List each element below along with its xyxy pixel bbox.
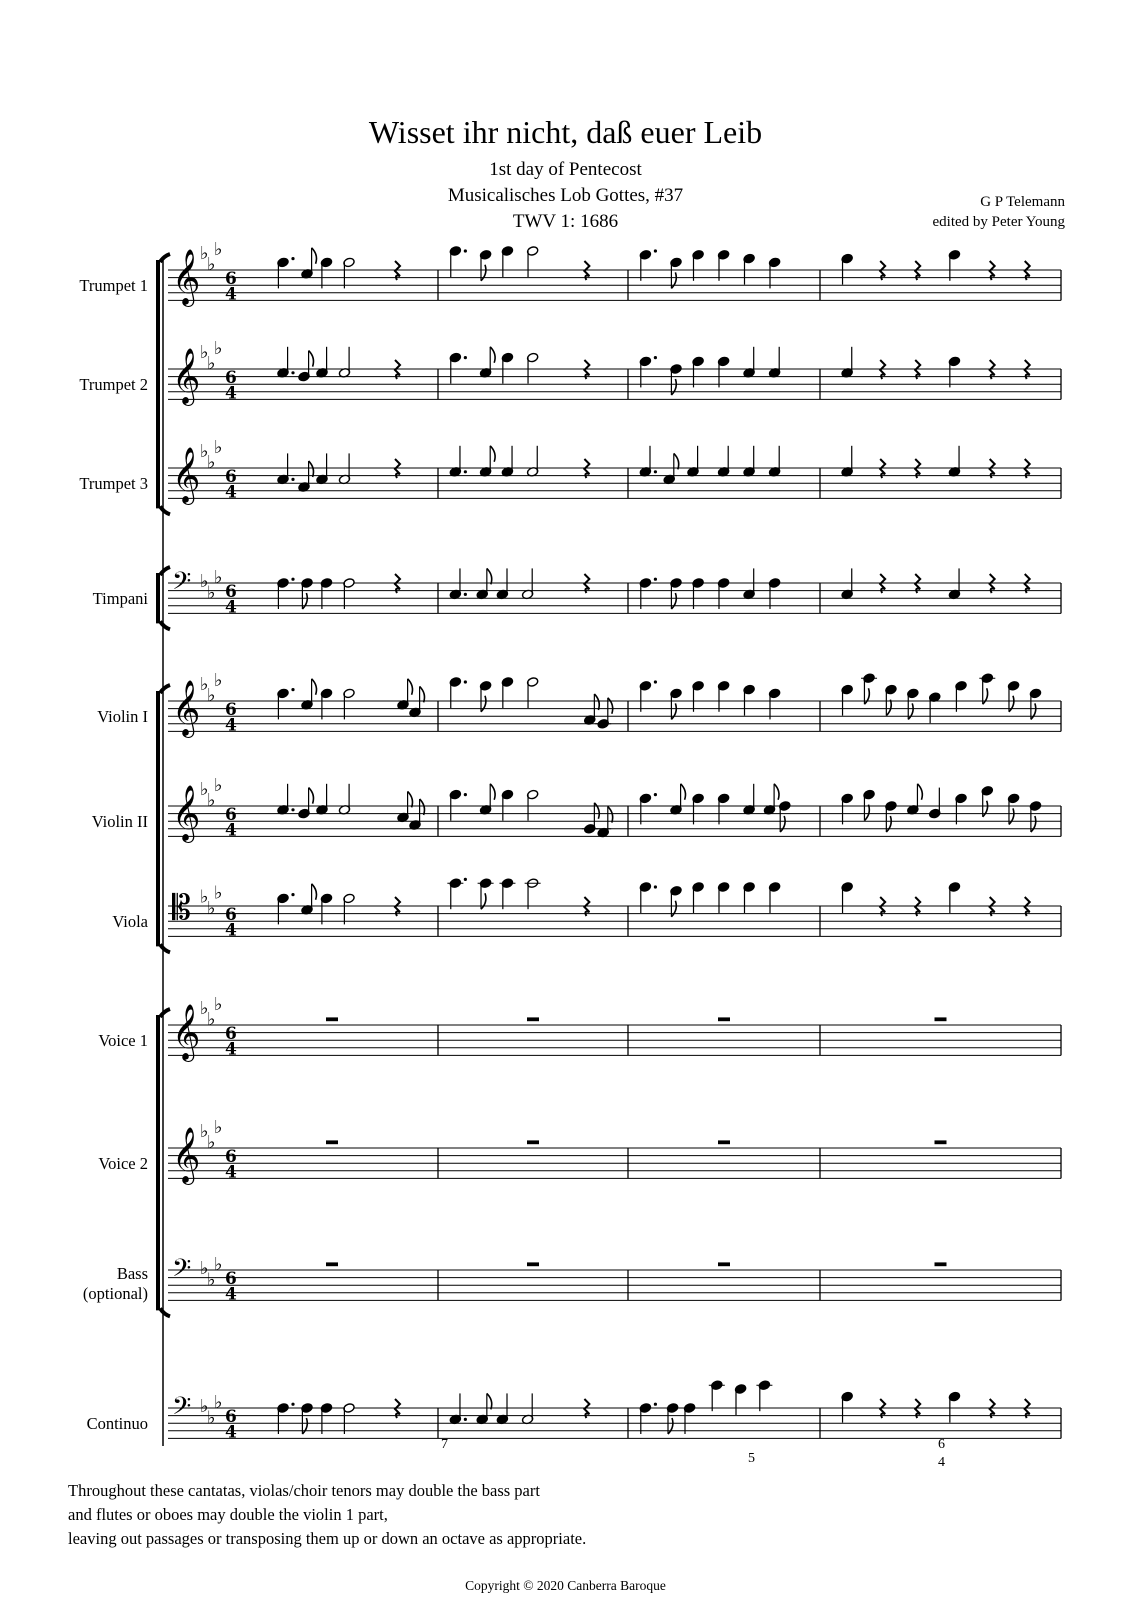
eighth-flag: [309, 351, 314, 367]
flat-sign: ♭: [214, 567, 223, 589]
eighth-flag: [917, 784, 922, 800]
eighth-flag: [487, 568, 492, 584]
eighth-flag: [594, 803, 599, 819]
figured-bass-4: 4: [938, 1455, 945, 1470]
instrument-label: Trumpet 1: [79, 276, 148, 296]
eighth-flag: [420, 799, 425, 815]
eighth-flag: [1031, 703, 1036, 719]
eighth-flag: [671, 593, 676, 609]
eighth-flag: [420, 686, 425, 702]
flat-sign: ♭: [200, 440, 209, 462]
treble-clef: 𝄞: [172, 1004, 201, 1061]
augmentation-dot: [654, 680, 657, 683]
time-signature-numerator: 6: [225, 582, 237, 603]
augmentation-dot: [464, 593, 467, 596]
flat-sign: ♭: [200, 1396, 209, 1417]
augmentation-dot: [291, 578, 294, 581]
time-signature-denominator: 4: [225, 1162, 237, 1183]
flat-sign: ♭: [214, 239, 223, 260]
whole-rest: [935, 1017, 947, 1021]
augmentation-dot: [464, 470, 467, 473]
eighth-flag: [408, 791, 413, 807]
time-signature-denominator: 4: [225, 1422, 237, 1443]
flat-sign: ♭: [214, 1254, 223, 1276]
eighth-flag: [1009, 808, 1014, 824]
augmentation-dot: [464, 793, 467, 796]
eighth-flag: [490, 347, 495, 363]
instrument-label: Bass: [116, 1264, 148, 1284]
flat-sign: ♭: [214, 1117, 223, 1138]
augmentation-dot: [291, 257, 294, 260]
bass-clef: 𝄢: [172, 1254, 192, 1289]
whole-rest: [527, 1140, 539, 1144]
time-signature-denominator: 4: [225, 284, 237, 305]
eighth-flag: [487, 1393, 492, 1409]
eighth-flag: [608, 698, 613, 714]
time-signature-numerator: 6: [225, 1407, 237, 1428]
time-signature-denominator: 4: [225, 1284, 237, 1305]
subtitle-occasion: 1st day of Pentecost: [489, 159, 642, 180]
treble-clef: 𝄞: [172, 348, 201, 405]
instrument-label-line2: (optional): [82, 1284, 148, 1304]
flat-sign: ♭: [200, 242, 209, 264]
augmentation-dot: [291, 808, 294, 811]
augmentation-dot: [464, 878, 467, 881]
flat-sign: ♭: [207, 254, 216, 276]
eighth-flag: [886, 816, 891, 832]
instrument-label: Violin II: [91, 812, 148, 832]
instrument-label: Viola: [112, 912, 148, 932]
whole-rest: [527, 1017, 539, 1021]
figured-bass-7: 7: [441, 1437, 448, 1452]
flat-sign: ♭: [214, 882, 223, 904]
eighth-flag: [983, 801, 988, 817]
eighth-flag: [302, 1418, 307, 1434]
flat-sign: ♭: [207, 1407, 216, 1429]
eighth-flag: [309, 788, 314, 804]
flat-sign: ♭: [214, 437, 223, 458]
time-signature-numerator: 6: [225, 805, 237, 826]
flat-sign: ♭: [214, 338, 223, 359]
eighth-flag: [674, 453, 679, 469]
time-signature-numerator: 6: [225, 1269, 237, 1290]
flat-sign: ♭: [200, 673, 209, 695]
alto-clef: 𝄡: [172, 888, 191, 928]
eighth-flag: [312, 248, 317, 264]
augmentation-dot: [464, 1418, 467, 1421]
eighth-flag: [886, 700, 891, 716]
eighth-flag: [671, 901, 676, 917]
eighth-flag: [681, 784, 686, 800]
augmentation-dot: [464, 249, 467, 252]
eighth-flag: [864, 688, 869, 704]
bass-clef: 𝄢: [172, 1392, 192, 1427]
augmentation-dot: [654, 356, 657, 359]
instrument-label: Trumpet 2: [79, 375, 148, 395]
eighth-flag: [302, 593, 307, 609]
instrument-label: Voice 2: [98, 1154, 148, 1174]
time-signature-denominator: 4: [225, 597, 237, 618]
title: Wisset ihr nicht, daß euer Leib: [368, 114, 763, 150]
subtitle-collection: Musicalisches Lob Gottes, #37: [447, 185, 684, 206]
augmentation-dot: [464, 356, 467, 359]
flat-sign: ♭: [207, 1009, 216, 1031]
treble-clef: 𝄞: [172, 447, 201, 504]
whole-rest: [527, 1262, 539, 1266]
augmentation-dot: [654, 470, 657, 473]
editor: edited by Peter Young: [932, 214, 1065, 230]
figured-bass-6: 6: [938, 1437, 945, 1452]
eighth-flag: [490, 784, 495, 800]
flat-sign: ♭: [200, 886, 209, 908]
augmentation-dot: [654, 1403, 657, 1406]
augmentation-dot: [464, 680, 467, 683]
eighth-flag: [983, 688, 988, 704]
augmentation-dot: [654, 793, 657, 796]
time-signature-denominator: 4: [225, 920, 237, 941]
time-signature-denominator: 4: [225, 383, 237, 404]
eighth-flag: [481, 893, 486, 909]
staff-8: [168, 1025, 1061, 1055]
treble-clef: 𝄞: [172, 680, 201, 737]
eighth-flag: [309, 461, 314, 477]
augmentation-dot: [291, 688, 294, 691]
time-signature-numerator: 6: [225, 1147, 237, 1168]
whole-rest: [718, 1017, 730, 1021]
flat-sign: ♭: [200, 1120, 209, 1142]
copyright: Copyright © 2020 Canberra Baroque: [465, 1578, 666, 1593]
eighth-flag: [671, 703, 676, 719]
treble-clef: 𝄞: [172, 249, 201, 306]
time-signature-numerator: 6: [225, 269, 237, 290]
augmentation-dot: [291, 371, 294, 374]
instrument-label: Timpani: [92, 589, 148, 609]
whole-rest: [935, 1262, 947, 1266]
augmentation-dot: [654, 578, 657, 581]
eighth-flag: [312, 884, 317, 900]
eighth-flag: [1009, 696, 1014, 712]
instrument-label: Trumpet 3: [79, 474, 148, 494]
flat-sign: ♭: [207, 685, 216, 707]
time-signature-denominator: 4: [225, 1039, 237, 1060]
staff-9: [168, 1148, 1061, 1178]
flat-sign: ♭: [200, 571, 209, 592]
footnote-line-2: and flutes or oboes may double the violin 1 part,: [68, 1505, 388, 1524]
eighth-flag: [780, 816, 785, 832]
flat-sign: ♭: [207, 353, 216, 375]
whole-rest: [718, 1140, 730, 1144]
augmentation-dot: [654, 885, 657, 888]
instrument-label: Continuo: [86, 1414, 148, 1434]
augmentation-dot: [291, 893, 294, 896]
eighth-flag: [408, 679, 413, 695]
staff-10: [168, 1270, 1061, 1300]
time-signature-numerator: 6: [225, 700, 237, 721]
time-signature-denominator: 4: [225, 482, 237, 503]
eighth-flag: [1031, 816, 1036, 832]
bass-clef: 𝄢: [172, 567, 192, 602]
whole-rest: [718, 1262, 730, 1266]
footnote-line-3: leaving out passages or transposing them up or down an octave as appropriate.: [68, 1529, 587, 1548]
flat-sign: ♭: [207, 897, 216, 919]
subtitle-catalog: TWV 1: 1686: [512, 211, 619, 232]
instrument-label: Violin I: [97, 707, 148, 727]
figured-bass-5: 5: [748, 1451, 755, 1466]
time-signature-numerator: 6: [225, 1024, 237, 1045]
whole-rest: [935, 1140, 947, 1144]
flat-sign: ♭: [200, 778, 209, 800]
flat-sign: ♭: [200, 1258, 209, 1279]
eighth-flag: [594, 694, 599, 710]
eighth-flag: [312, 679, 317, 695]
composer: G P Telemann: [980, 194, 1065, 210]
time-signature-denominator: 4: [225, 820, 237, 841]
augmentation-dot: [654, 249, 657, 252]
augmentation-dot: [291, 478, 294, 481]
flat-sign: ♭: [200, 997, 209, 1019]
flat-sign: ♭: [200, 341, 209, 363]
flat-sign: ♭: [214, 1392, 223, 1414]
time-signature-numerator: 6: [225, 368, 237, 389]
flat-sign: ♭: [207, 582, 216, 604]
flat-sign: ♭: [207, 1269, 216, 1291]
eighth-flag: [490, 446, 495, 462]
eighth-flag: [671, 272, 676, 288]
flat-sign: ♭: [214, 994, 223, 1015]
strings-bracket: [158, 685, 170, 952]
augmentation-dot: [291, 1403, 294, 1406]
time-signature-denominator: 4: [225, 715, 237, 736]
treble-clef: 𝄞: [172, 785, 201, 842]
eighth-flag: [908, 703, 913, 719]
eighth-flag: [864, 805, 869, 821]
eighth-flag: [608, 807, 613, 823]
eighth-flag: [481, 696, 486, 712]
flat-sign: ♭: [214, 775, 223, 796]
footnote-line-1: Throughout these cantatas, violas/choir tenors may double the bass part: [68, 1481, 540, 1500]
whole-rest: [326, 1262, 338, 1266]
eighth-flag: [671, 379, 676, 395]
time-signature-numerator: 6: [225, 467, 237, 488]
flat-sign: ♭: [207, 790, 216, 812]
eighth-flag: [481, 265, 486, 281]
instrument-label: Voice 1: [98, 1031, 148, 1051]
whole-rest: [326, 1017, 338, 1021]
time-signature-numerator: 6: [225, 905, 237, 926]
eighth-flag: [668, 1418, 673, 1434]
treble-clef: 𝄞: [172, 1127, 201, 1184]
flat-sign: ♭: [207, 452, 216, 474]
whole-rest: [326, 1140, 338, 1144]
flat-sign: ♭: [207, 1132, 216, 1154]
eighth-flag: [774, 784, 779, 800]
flat-sign: ♭: [214, 670, 223, 691]
